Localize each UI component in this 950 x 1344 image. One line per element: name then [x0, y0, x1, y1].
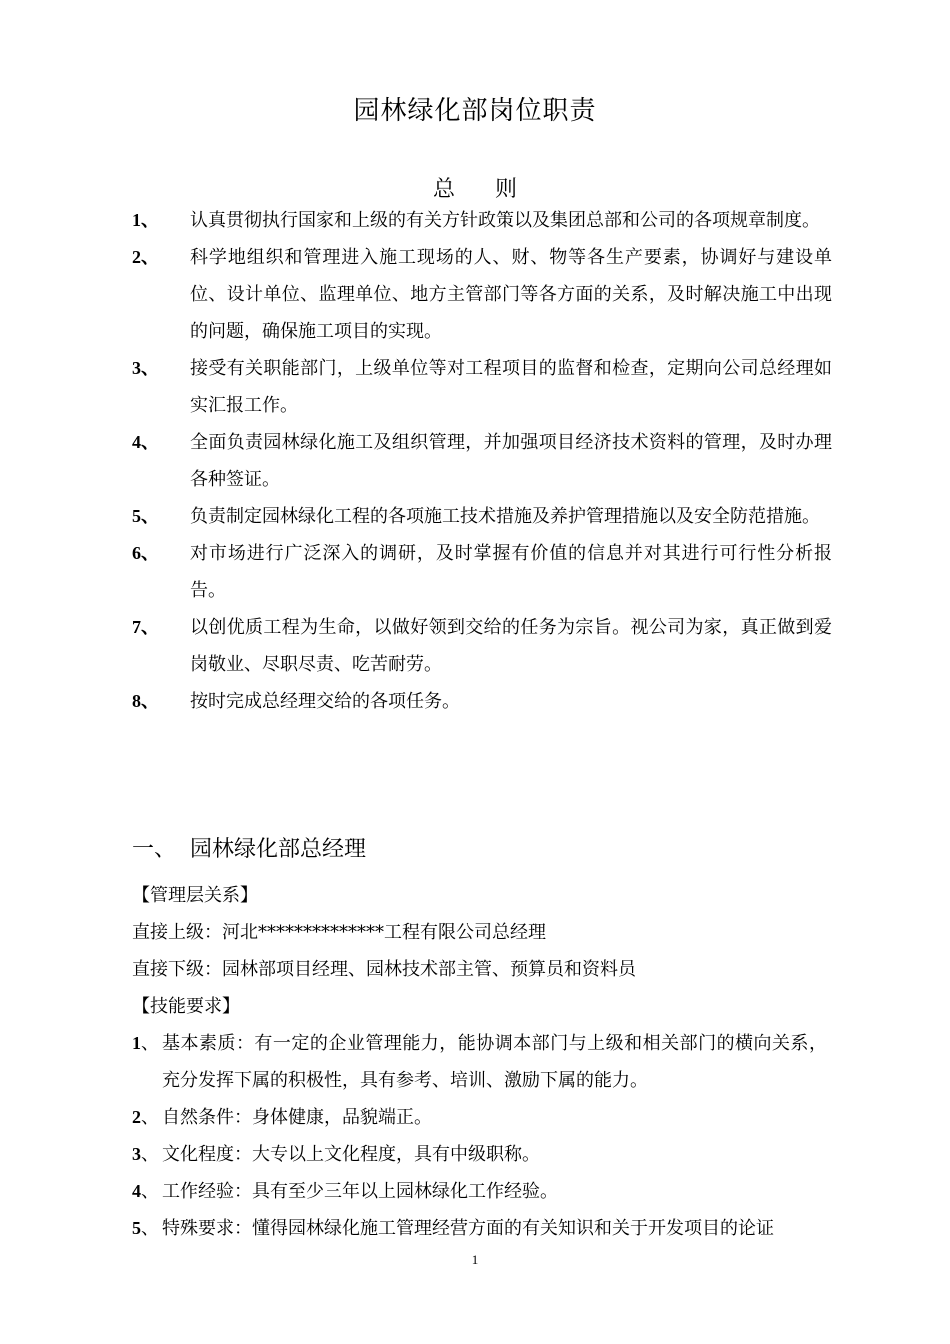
item-text: 认真贯彻执行国家和上级的有关方针政策以及集团总部和公司的各项规章制度。: [190, 210, 820, 231]
direct-subordinate: 直接下级：园林部项目经理、园林技术部主管、预算员和资料员: [132, 959, 636, 980]
skill-requirements-label: 【技能要求】: [132, 996, 240, 1017]
general-principles-heading: [0, 172, 950, 203]
management-relation-label: 【管理层关系】: [132, 885, 258, 906]
list-item: [132, 1173, 827, 1210]
item-number: 4、: [132, 432, 159, 452]
item-number: 5、: [132, 506, 159, 526]
item-text: 以创优质工程为生命，以做好领到交给的任务为宗旨。视公司为家，真正做到爱岗敬业、尽职尽责、吃苦耐劳。: [190, 617, 832, 675]
list-item: [132, 1136, 827, 1173]
heading-char-2: 则: [495, 177, 518, 202]
list-item: [132, 609, 832, 683]
item-text: 接受有关职能部门，上级单位等对工程项目的监督和检查，定期向公司总经理如实汇报工作。: [190, 358, 832, 416]
item-text: 全面负责园林绿化施工及组织管理，并加强项目经济技术资料的管理，及时办理各种签证。: [190, 432, 832, 490]
document-title: 园林绿化部岗位职责: [353, 96, 597, 126]
item-text: 对市场进行广泛深入的调研，及时掌握有价值的信息并对其进行可行性分析报告。: [190, 543, 832, 601]
item-text: 负责制定园林绿化工程的各项施工技术措施及养护管理措施以及安全防范措施。: [190, 506, 820, 527]
list-item: [132, 1210, 827, 1247]
item-number: 5、: [132, 1218, 159, 1239]
item-text: 科学地组织和管理进入施工现场的人、财、物等各生产要素，协调好与建设单位、设计单位、监理单位、地方主管部门等各方面的关系，及时解决施工中出现的问题，确保施工项目的实现。: [190, 247, 832, 342]
item-number: 6、: [132, 543, 159, 563]
item-number: 7、: [132, 617, 159, 637]
heading-char-1: 总: [432, 177, 455, 202]
item-text: 文化程度：大专以上文化程度，具有中级职称。: [162, 1144, 540, 1165]
list-item: [132, 535, 832, 609]
skill-requirements-list: [132, 1025, 827, 1247]
chapter-title: 园林绿化部总经理: [190, 837, 367, 862]
item-number: 8、: [132, 691, 159, 711]
list-item: [132, 1099, 827, 1136]
chapter-heading: [132, 832, 366, 863]
item-number: 3、: [132, 1144, 159, 1165]
list-item: [132, 1025, 827, 1099]
item-number: 3、: [132, 358, 159, 378]
list-item: [132, 498, 832, 535]
item-text: 工作经验：具有至少三年以上园林绿化工作经验。: [162, 1181, 558, 1202]
list-item: [132, 350, 832, 424]
item-text: 自然条件：身体健康，品貌端正。: [162, 1107, 432, 1128]
list-item: [132, 683, 832, 720]
item-number: 1、: [132, 1033, 159, 1054]
chapter-number: 一、: [132, 837, 177, 862]
item-number: 2、: [132, 247, 159, 267]
item-number: 4、: [132, 1181, 159, 1202]
item-text: 基本素质：有一定的企业管理能力，能协调本部门与上级和相关部门的横向关系，充分发挥下属的积极性，具有参考、培训、激励下属的能力。: [162, 1033, 827, 1091]
item-text: 特殊要求：懂得园林绿化施工管理经营方面的有关知识和关于开发项目的论证: [162, 1218, 774, 1239]
direct-superior: 直接上级：河北**************工程有限公司总经理: [132, 922, 546, 943]
item-number: 1、: [132, 210, 159, 230]
list-item: [132, 202, 832, 239]
item-text: 按时完成总经理交给的各项任务。: [190, 691, 460, 712]
page-number: 1: [471, 1252, 479, 1267]
list-item: [132, 424, 832, 498]
general-principles-list: [132, 202, 832, 720]
list-item: [132, 239, 832, 350]
item-number: 2、: [132, 1107, 159, 1128]
